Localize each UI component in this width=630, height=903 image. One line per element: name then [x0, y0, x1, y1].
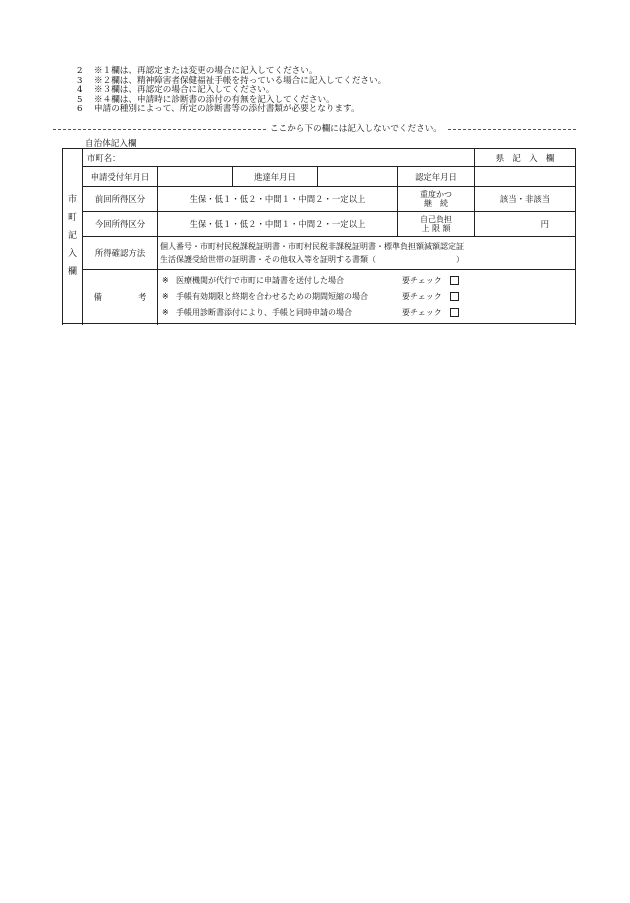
- remarks-char-2: 考: [138, 291, 147, 302]
- curr-income-label: 今回所得区分: [83, 212, 158, 237]
- remark-row: [158, 289, 575, 305]
- remark-check-label: 要チェック: [402, 308, 442, 317]
- note-text: ※４欄は、申請時に診断書の添付の有無を記入してください。: [94, 94, 335, 105]
- remarks-char-1: 備: [93, 291, 102, 302]
- doc-line-2: 生活保護受給世帯の証明書・その他収入等を証明する書類（ ）: [160, 255, 464, 264]
- cut-divider: [53, 124, 576, 135]
- remark-check-label: 要チェック: [402, 276, 442, 285]
- checkbox[interactable]: [450, 308, 459, 317]
- prefecture-entry-header: 県 記 入 欄: [475, 149, 576, 167]
- note-item: [77, 105, 386, 115]
- approved-date-label: 認定年月日: [398, 167, 475, 187]
- note-text: ※１欄は、再認定または変更の場合に記入してください。: [94, 66, 318, 76]
- copay-limit-field[interactable]: [475, 212, 576, 237]
- severe-options[interactable]: 該当・非該当: [475, 187, 576, 212]
- income-check-documents[interactable]: [158, 237, 576, 270]
- note-number: 4: [77, 85, 83, 96]
- note-number: 6: [77, 104, 83, 115]
- remark-mark: ※: [162, 292, 169, 301]
- notes-list: [77, 67, 386, 115]
- note-text: ※３欄は、再認定の場合に記入してください。: [94, 85, 275, 96]
- note-text: ※２欄は、精神障害者保健福祉手帳を持っている場合に記入してください。: [94, 75, 387, 86]
- side-char: 町: [67, 213, 77, 223]
- prev-income-options[interactable]: 生保・低１・低２・中間１・中間２・一定以上: [158, 187, 398, 212]
- copay-limit-label: [398, 212, 475, 237]
- checkbox[interactable]: [450, 292, 459, 301]
- municipality-section-title: 自治体記入欄: [85, 139, 137, 149]
- doc-line-1: 個人番号・市町村民税課税証明書・市町村民税非課税証明書・標準負担額減額認定証: [160, 242, 464, 251]
- side-char: 記: [67, 231, 77, 241]
- remark-text: 手帳有効期限と終期を合わせるための期間短縮の場合: [176, 292, 368, 301]
- note-number: 3: [77, 75, 83, 86]
- prev-income-label: 前回所得区分: [83, 187, 158, 212]
- note-number: 2: [77, 66, 83, 76]
- municipality-name-field[interactable]: [83, 149, 475, 167]
- severe-label-line2: 継 続: [424, 199, 448, 208]
- yen-unit: 円: [540, 219, 549, 229]
- municipality-form-table: [62, 148, 576, 324]
- side-char: 入: [67, 249, 77, 259]
- remark-text: 医療機関が代行で市町に申請書を送付した場合: [176, 276, 344, 285]
- forward-date-label: 進達年月日: [233, 167, 318, 187]
- remark-row: [158, 273, 575, 289]
- approved-date-field[interactable]: [475, 167, 576, 187]
- copay-label-line2: 上 限 額: [421, 224, 451, 233]
- curr-income-options[interactable]: 生保・低１・低２・中間１・中間２・一定以上: [158, 212, 398, 237]
- divider-text: ここから下の欄には記入しないでください。: [266, 124, 446, 134]
- remark-mark: ※: [162, 308, 169, 317]
- municipality-name-label: 市町名：: [87, 152, 121, 163]
- note-number: 5: [77, 94, 83, 105]
- remark-check-label: 要チェック: [402, 292, 442, 301]
- received-date-label: 申請受付年月日: [83, 167, 158, 187]
- remark-mark: ※: [162, 276, 169, 285]
- received-date-field[interactable]: [158, 167, 233, 187]
- income-check-method-label: 所得確認方法: [83, 237, 158, 270]
- remark-text: 手帳用診断書添付により、手帳と同時申請の場合: [176, 308, 352, 317]
- checkbox[interactable]: [450, 276, 459, 285]
- side-char: 欄: [67, 267, 77, 277]
- side-label: [63, 149, 83, 324]
- severe-label-line1: 重度かつ: [420, 190, 452, 199]
- severe-continuing-label: [398, 187, 475, 212]
- note-text: 申請の種別によって、所定の診断書等の添付書類が必要となります。: [94, 104, 360, 115]
- remark-row: [158, 305, 575, 321]
- forward-date-field[interactable]: [318, 167, 398, 187]
- remarks-label: [83, 270, 158, 324]
- remarks-list: [158, 270, 576, 324]
- side-char: 市: [67, 195, 77, 205]
- copay-label-line1: 自己負担: [420, 215, 452, 224]
